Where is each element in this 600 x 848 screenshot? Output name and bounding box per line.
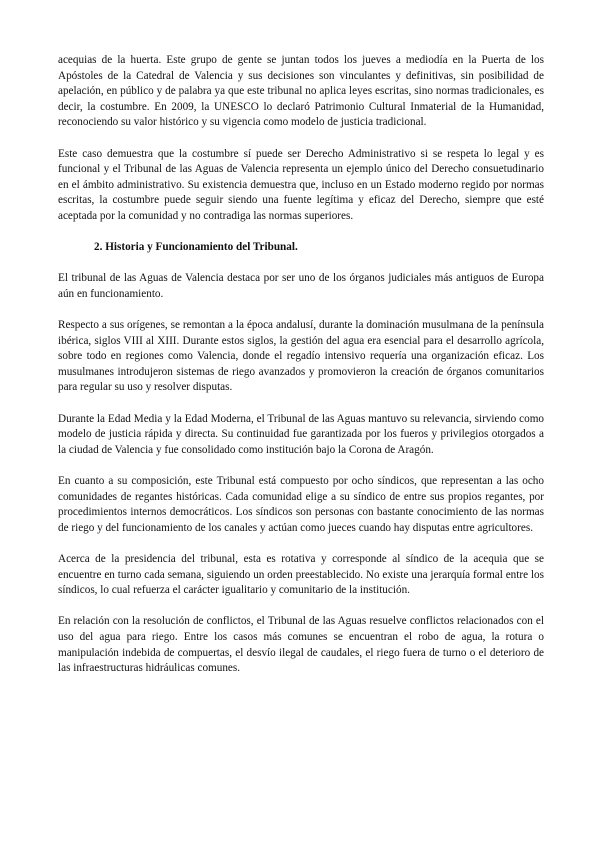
document-body [58, 53, 544, 677]
section-heading: 2. Historia y Funcionamiento del Tribunal. [94, 241, 298, 254]
paragraph-section-4: En cuanto a su composición, este Tribunal está compuesto por ocho síndicos, que representan a las ocho comunidades de regantes históricas. Cada comunidad elige a su síndico de entre sus propios regantes, por procedimientos internos democráticos. Los síndicos son personas con bastante conocimiento de las normas de riego y del funcionamiento de los canales y actúan como jueces cuando hay disputas entre agricultores. [58, 475, 544, 534]
paragraph-section-2: Respecto a sus orígenes, se remontan a la época andalusí, durante la dominación musulmana de la península ibérica, siglos VIII al XIII. Durante estos siglos, la gestión del agua era esencial para el desarrollo agrícola, sobre todo en regiones como Valencia, donde el regadío intensivo requería una organización eficaz. Los musulmanes introdujeron sistemas de riego avanzados y promovieron la creación de órganos comunitarios para regular su uso y resolver disputas. [58, 319, 544, 394]
paragraph-intro-2: Este caso demuestra que la costumbre sí puede ser Derecho Administrativo si se respeta lo legal y es funcional y el Tribunal de las Aguas de Valencia representa un ejemplo único del Derecho consuetudinario en el ámbito administrativo. Su existencia demuestra que, incluso en un Estado moderno regido por normas escritas, la costumbre puede seguir siendo una fuente legítima y eficaz del Derecho, siempre que esté aceptada por la comunidad y no contradiga las normas superiores. [58, 147, 544, 222]
paragraph-intro-1: acequias de la huerta. Este grupo de gente se juntan todos los jueves a mediodía en la Puerta de los Apóstoles de la Catedral de Valencia y sus decisiones son vinculantes y definitivas, sin posibilidad de apelación, en público y de palabra ya que este tribunal no aplica leyes escritas, sino normas tradicionales, es decir, la costumbre. En 2009, la UNESCO lo declaró Patrimonio Cultural Inmaterial de la Humanidad, reconociendo su valor histórico y su vigencia como modelo de justicia tradicional. [58, 54, 544, 129]
paragraph-section-3: Durante la Edad Media y la Edad Moderna, el Tribunal de las Aguas mantuvo su relevancia, sirviendo como modelo de justicia rápida y directa. Su continuidad fue garantizada por los fueros y privilegios otorgados a la ciudad de Valencia y fue consolidado como institución bajo la Corona de Aragón. [58, 412, 544, 456]
paragraph-section-5: Acerca de la presidencia del tribunal, esta es rotativa y corresponde al síndico de la acequia que se encuentre en turno cada semana, siguiendo un orden preestablecido. No existe una jerarquía formal entre los síndicos, lo cual refuerza el carácter igualitario y comunitario de la institución. [58, 553, 544, 597]
paragraph-section-1: El tribunal de las Aguas de Valencia destaca por ser uno de los órganos judiciales más antiguos de Europa aún en funcionamiento. [58, 272, 544, 300]
paragraph-section-6: En relación con la resolución de conflictos, el Tribunal de las Aguas resuelve conflictos relacionados con el uso del agua para riego. Entre los casos más comunes se encuentran el robo de agua, la rotura o manipulación indebida de compuertas, el desvío ilegal de caudales, el riego fuera de turno o el deterioro de las infraestructuras hidráulicas comunes. [58, 615, 544, 675]
